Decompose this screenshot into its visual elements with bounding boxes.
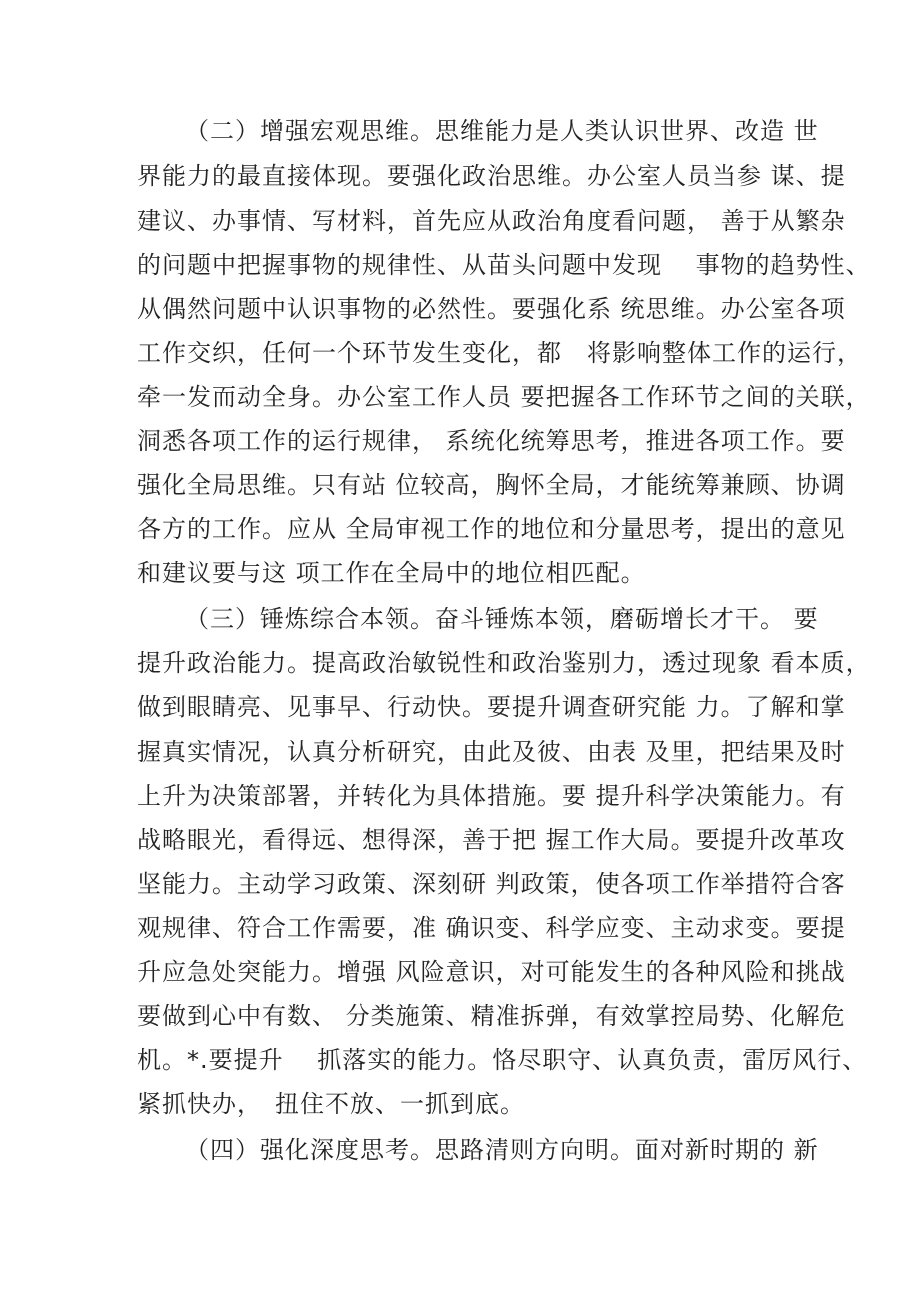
paragraph-line: 紧抓快办， 扭住不放、一抓到底。 — [137, 1090, 525, 1118]
paragraph-line: 做到眼睛亮、见事早、行动快。要提升调查研究能 力。了解和掌 — [137, 693, 846, 721]
paragraph-line: 从偶然问题中认识事物的必然性。要强化系 统思维。办公室各项 — [137, 295, 846, 323]
paragraph-line: 强化全局思维。只有站 位较高，胸怀全局，才能统筹兼顾、协调 — [137, 471, 846, 499]
paragraph-line: 界能力的最直接体现。要强化政治思维。办公室人员当参 谋、提 — [137, 162, 846, 190]
paragraph-line: 各方的工作。应从 全局审视工作的地位和分量思考，提出的意见 — [137, 515, 846, 543]
paragraph-line: 坚能力。主动学习政策、深刻研 判政策，使各项工作举措符合客 — [137, 870, 846, 898]
paragraph-line: 观规律、符合工作需要，准 确识变、科学应变、主动求变。要提 — [137, 914, 846, 942]
paragraph-line: 牵一发而动全身。办公室工作人员 要把握各工作环节之间的关联， — [137, 383, 871, 411]
paragraph-line: 握真实情况，认真分析研究，由此及彼、由表 及里，把结果及时 — [137, 738, 846, 766]
paragraph-line: 和建议要与这 项工作在全局中的地位相匹配。 — [137, 559, 646, 587]
paragraph-4-heading-line: （四）强化深度思考。思路清则方向明。面对新时期的 新 — [185, 1136, 819, 1164]
paragraph-2-heading-line: （二）增强宏观思维。思维能力是人类认识世界、改造 世 — [185, 117, 819, 145]
paragraph-line: 上升为决策部署，并转化为具体措施。要 提升科学决策能力。有 — [137, 782, 846, 810]
paragraph-line: 提升政治能力。提高政治敏锐性和政治鉴别力，透过现象 看本质， — [137, 649, 871, 677]
paragraph-line: 升应急处突能力。增强 风险意识，对可能发生的各种风险和挑战 — [137, 958, 846, 986]
paragraph-line: 的问题中把握事物的规律性、从苗头问题中发现 事物的趋势性、 — [137, 251, 871, 279]
paragraph-line: 战略眼光，看得远、想得深，善于把 握工作大局。要提升改革攻 — [137, 826, 846, 854]
paragraph-3-heading-line: （三）锤炼综合本领。奋斗锤炼本领，磨砺增长才干。 要 — [185, 605, 819, 633]
paragraph-line: 机。*.要提升 抓落实的能力。恪尽职守、认真负责，雷厉风行、 — [137, 1046, 868, 1074]
paragraph-line: 洞悉各项工作的运行规律， 系统化统筹思考，推进各项工作。要 — [137, 427, 846, 455]
paragraph-line: 工作交织，任何一个环节发生变化，都 将影响整体工作的运行， — [137, 339, 862, 367]
paragraph-line: 建议、办事情、写材料，首先应从政治角度看问题， 善于从繁杂 — [137, 207, 846, 235]
paragraph-line: 要做到心中有数、 分类施策、精准拆弹，有效掌控局势、化解危 — [137, 1002, 846, 1030]
